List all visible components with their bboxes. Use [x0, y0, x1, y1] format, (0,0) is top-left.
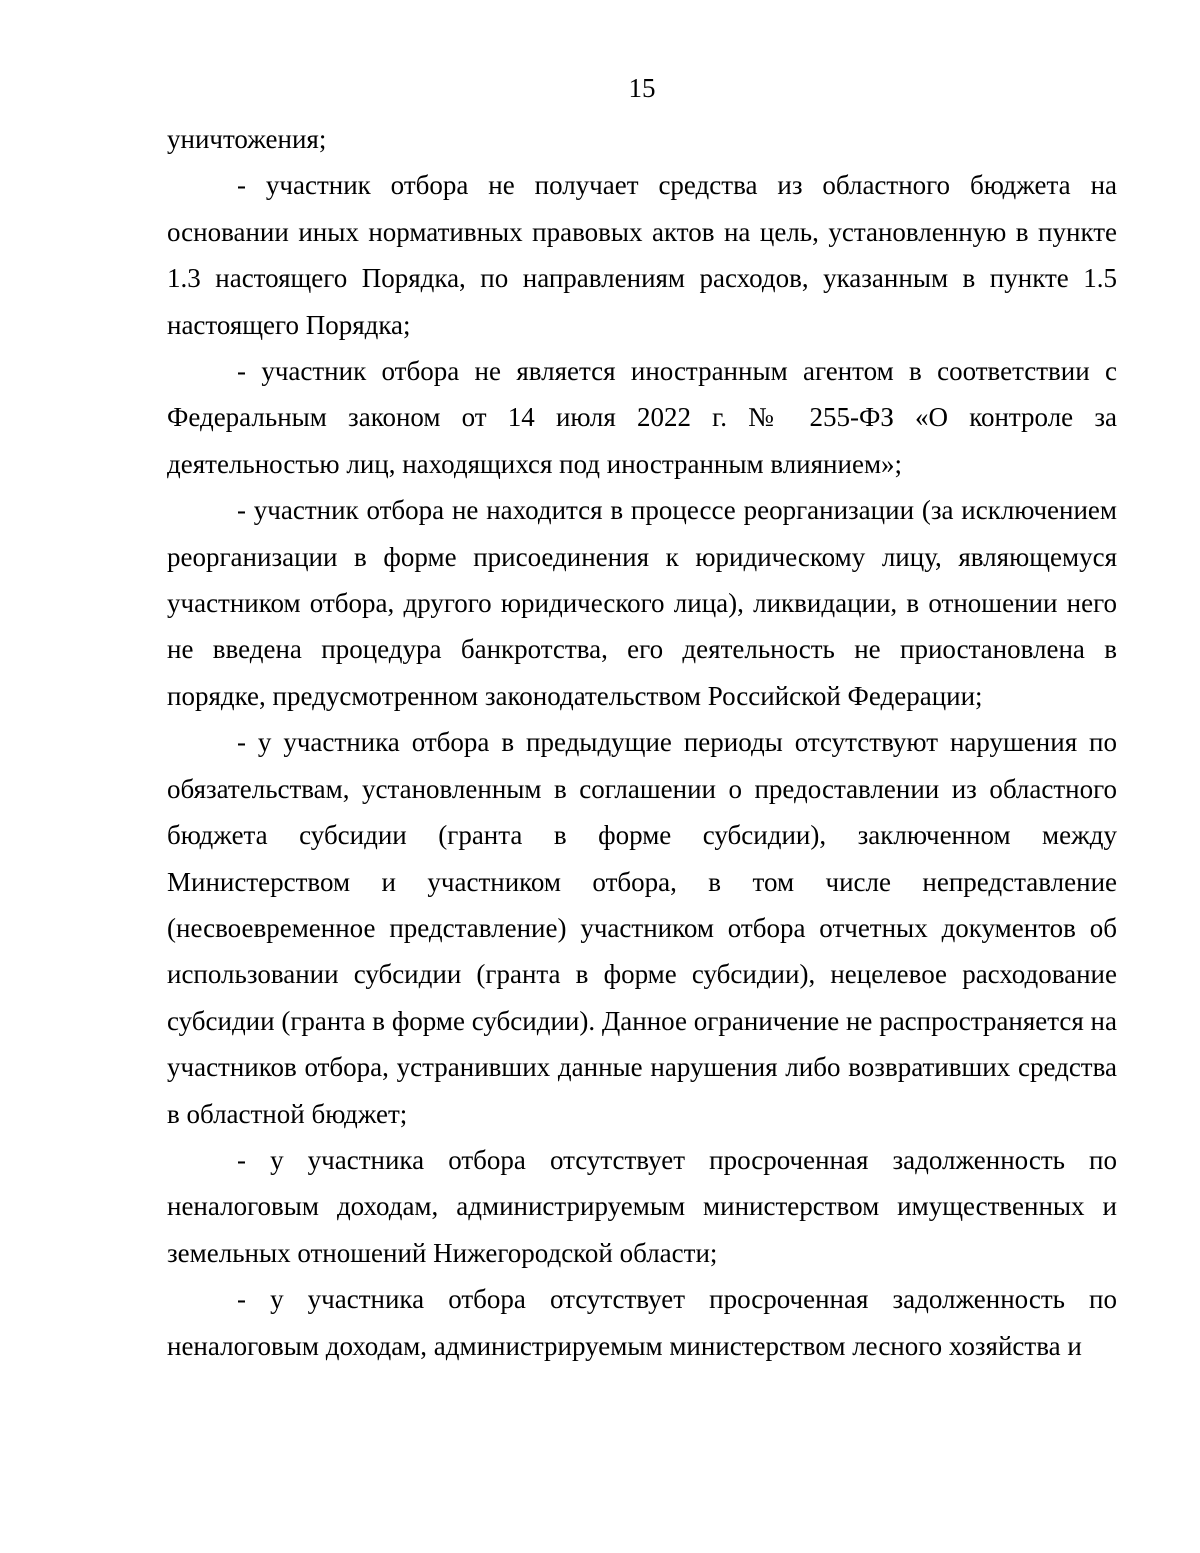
- page-number: 15: [628, 73, 656, 103]
- document-body: [167, 116, 1117, 1369]
- list-item-no-other-funding: - участник отбора не получает средства из областного бюджета на основании иных нормативных правовых актов на цель, установленную в пункте 1.3 настоящего Порядка, по направлениям расходов, указанным в пункте 1.5 настоящего Порядка;: [167, 170, 1117, 340]
- list-item-no-violations: - у участника отбора в предыдущие периоды отсутствуют нарушения по обязательствам, установленным в соглашении о предоставлении из областного бюджета субсидии (гранта в форме субсидии), заключенном между Министерством и участником отбора, в том числе непредставление (несвоевременное представление) участником отбора отчетных документов об использовании субсидии (гранта в форме субсидии), нецелевое расходование субсидии (гранта в форме субсидии). Данное ограничение не распространяется на участников отбора, устранивших данные нарушения либо возвративших средства в областной бюджет;: [167, 727, 1117, 1129]
- list-item-no-reorganization: - участник отбора не находится в процессе реорганизации (за исключением реорганизации в форме присоединения к юридическому лицу, являющемуся участником отбора, другого юридического лица), ликвидации, в отношении него не введена процедура банкротства, его деятельность не приостановлена в порядке, предусмотренном законодательством Российской Федерации;: [167, 495, 1117, 711]
- list-item-not-foreign-agent: - участник отбора не является иностранным агентом в соответствии с Федеральным законом от 14 июля 2022 г. № 255-ФЗ «О контроле за деятельностью лиц, находящихся под иностранным влиянием»;: [167, 356, 1117, 479]
- list-item-no-debt-forestry-ministry: - у участника отбора отсутствует просроченная задолженность по неналоговым доходам, администрируемым министерством лесного хозяйства и: [167, 1284, 1117, 1361]
- list-item-no-debt-property-ministry: - у участника отбора отсутствует просроченная задолженность по неналоговым доходам, администрируемым министерством имущественных и земельных отношений Нижегородской области;: [167, 1144, 1117, 1268]
- paragraph-continuation: уничтожения;: [167, 124, 327, 154]
